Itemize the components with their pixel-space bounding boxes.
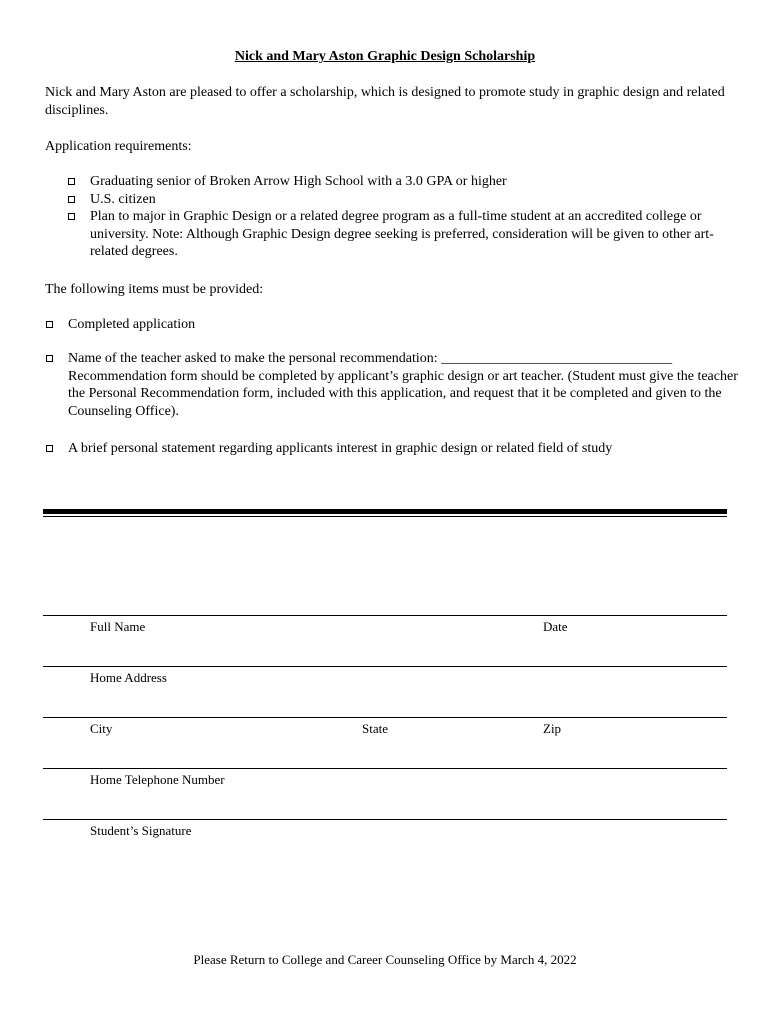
home-address-line[interactable]	[43, 666, 727, 667]
provided-item: Completed application	[45, 316, 748, 334]
requirements-heading: Application requirements:	[45, 139, 192, 154]
home-telephone-label: Home Telephone Number	[90, 772, 225, 787]
city-state-zip-line[interactable]	[43, 717, 727, 718]
requirements-list	[68, 173, 728, 261]
section-divider	[43, 509, 727, 514]
checkbox-bullet-icon	[46, 445, 53, 452]
city-label: City	[90, 721, 113, 736]
date-label: Date	[543, 619, 568, 634]
home-address-label: Home Address	[90, 670, 167, 685]
items-heading: The following items must be provided:	[45, 282, 264, 297]
return-instructions: Please Return to College and Career Counseling Office by March 4, 2022	[193, 952, 577, 967]
checkbox-bullet-icon	[46, 355, 53, 362]
checkbox-bullet-icon	[46, 321, 53, 328]
checkbox-bullet-icon	[68, 178, 75, 185]
zip-label: Zip	[543, 721, 562, 736]
signature-line[interactable]	[43, 819, 727, 820]
document-title: Nick and Mary Aston Graphic Design Scholarship	[234, 49, 536, 64]
requirement-item: Plan to major in Graphic Design or a related degree program as a full-time student at an accredited college or university. Note: Although Graphic Design degree seeking is preferred, consideration will be given to other art-related degrees.	[68, 208, 728, 261]
checkbox-bullet-icon	[68, 213, 75, 220]
home-telephone-line[interactable]	[43, 768, 727, 769]
intro-paragraph: Nick and Mary Aston are pleased to offer a scholarship, which is designed to promote study in graphic design and related disciplines.	[45, 85, 725, 118]
provided-item: A brief personal statement regarding applicants interest in graphic design or related field of study	[45, 440, 748, 458]
full-name-line[interactable]	[43, 615, 727, 616]
requirement-item: Graduating senior of Broken Arrow High School with a 3.0 GPA or higher	[68, 173, 728, 191]
full-name-label: Full Name	[90, 619, 146, 634]
checkbox-bullet-icon	[68, 196, 75, 203]
state-label: State	[362, 721, 388, 736]
section-divider-thin	[43, 516, 727, 517]
provided-item: Name of the teacher asked to make the personal recommendation: _________________________________ Recommendation form should be completed by applicant’s graphic design or art teacher. (Student must give the teacher the Personal Recommendation form, included with this application, and request that it be completed and given to the Counseling Office).	[45, 350, 748, 420]
signature-label: Student’s Signature	[90, 823, 192, 838]
requirement-item: U.S. citizen	[68, 191, 728, 209]
